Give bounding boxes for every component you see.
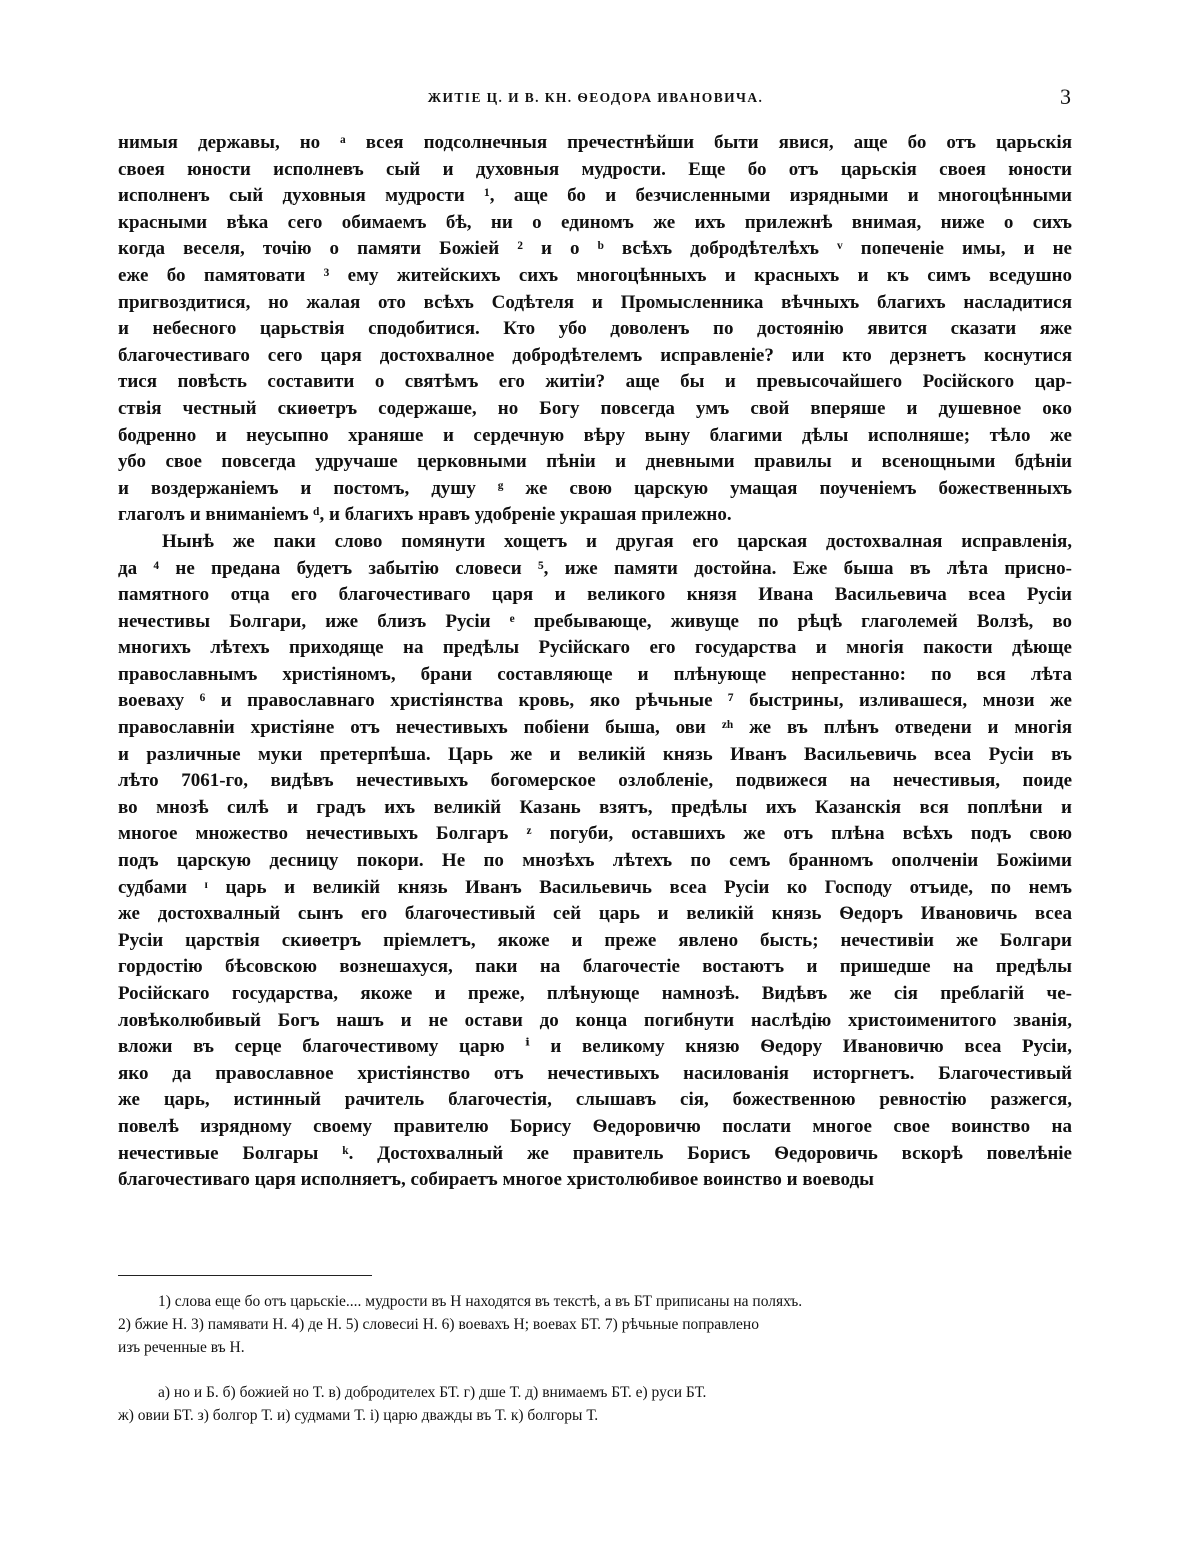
text-line: православнымъ христіяномъ, брани составляюще и плѣнующе непрестанно: по вся лѣта — [118, 663, 1072, 685]
paragraph-1 — [118, 130, 1072, 529]
text-line: вложи въ серце благочестивому царю ⁱ и великому князю Ѳедору Ивановичю всеа Русіи, — [118, 1036, 1072, 1058]
footnote-line: 2) бжие Н. 3) памявати Н. 4) де Н. 5) словесиі Н. 6) воевахъ Н; воевах БТ. 7) рѣчьные поправлено — [118, 1316, 759, 1333]
text-line: православніи христіяне отъ нечестивыхъ побіени быша, ови ᶻʰ же въ плѣнъ отведени и многія — [118, 717, 1072, 739]
footnote-line: ж) овии БТ. з) болгор Т. и) судмами Т. і) царю дважды въ Т. к) болгоры Т. — [118, 1407, 599, 1424]
text-line: лѣто 7061-го, видѣвъ нечестивыхъ богомерское озлобленіе, подвижеся на нечестивыя, поиде — [118, 770, 1072, 792]
text-line: повелѣ изрядному своему правителю Борису Ѳедоровичю послати многое свое воинство на — [118, 1115, 1072, 1137]
paragraph-2 — [118, 529, 1072, 1194]
text-line: судбами ᶦ царь и великій князь Иванъ Васильевичь всеа Русіи ко Господу отъиде, по немъ — [118, 876, 1072, 898]
text-line: и небесного царьствія сподобитися. Кто убо доволенъ по достоянію явится сказати яже — [118, 318, 1072, 340]
text-line: и воздержаніемъ и постомъ, душу ᵍ же свою царскую умащая поученіемъ божественныхъ — [118, 477, 1072, 499]
page-number: 3 — [1060, 84, 1071, 109]
page-header — [118, 84, 1073, 114]
text-line: многое множество нечестивыхъ Болгаръ ᶻ погуби, оставшихъ же отъ плѣна всѣхъ подъ свою — [118, 823, 1072, 845]
text-line: нечестивы Болгари, иже близъ Русіи ᵉ пребывающе, живуще по рѣцѣ глаголемей Волзѣ, во — [118, 610, 1072, 632]
text-line: памятного отца его благочестиваго царя и великого князя Ивана Васильевича всеа Русіи — [118, 584, 1072, 606]
text-line: тися повѣсть составити о святѣмъ его житіи? аще бы и превысочайшего Російского цар- — [118, 371, 1072, 393]
footnote-line: а) но и Б. б) божией но Т. в) добродителех БТ. г) дше Т. д) внимаемъ БТ. е) руси БТ. — [158, 1384, 707, 1401]
text-line: бодренно и неусыпно храняше и сердечную вѣру выну благими дѣлы исполняше; тѣло же — [118, 424, 1072, 446]
text-line: гордостію бѣсовскою вознешахуся, паки на благочестіе востаютъ и пришедше на предѣлы — [118, 956, 1072, 978]
footnote-line: изъ реченные въ Н. — [118, 1339, 245, 1356]
running-title: ЖИТІЕ Ц. И В. КН. ѲЕОДОРА ИВАНОВИЧА. — [427, 90, 764, 105]
text-line: красными вѣка сего обимаемъ бѣ, ни о единомъ же ихъ прилежнѣ внимая, ниже о сихъ — [118, 211, 1072, 233]
text-line: ловѣколюбивый Богъ нашъ и не остави до конца погибнути наслѣдію христоименитого званія, — [118, 1009, 1072, 1031]
text-line: нечестивые Болгары ᵏ. Достохвалный же правитель Борисъ Ѳедоровичь вскорѣ повелѣніе — [118, 1142, 1072, 1164]
text-line: Російскаго государства, якоже и преже, плѣнующе намнозѣ. Видѣвъ же сія преблагій че- — [118, 983, 1072, 1004]
text-line: благочестиваго царя исполняетъ, собираетъ многое христолюбивое воинство и воеводы — [118, 1169, 874, 1191]
text-line: во мнозѣ силѣ и градъ ихъ великій Казань взятъ, предѣлы ихъ Казанскія вся поплѣни и — [118, 796, 1072, 818]
text-line: Русіи царствія скиѳетръ пріемлетъ, якоже и преже явлено бысть; нечестивіи же Болгари — [118, 929, 1072, 951]
text-line: Нынѣ же паки слово помянути хощетъ и другая его царская достохвалная исправленія, — [162, 530, 1072, 552]
text-line: ствія честный скиѳетръ содержаше, но Богу повсегда умъ свой вперяше и душевное око — [118, 397, 1072, 419]
text-line: да ⁴ не предана будетъ забытію словеси ⁵, иже памяти достойна. Еже быша въ лѣта присно- — [118, 557, 1072, 579]
lettered-footnotes — [118, 1381, 1072, 1427]
text-line: многихъ лѣтехъ приходяще на предѣлы Русійскаго его государства и многія пакости дѣюще — [118, 637, 1072, 659]
text-line: же достохвалный сынъ его благочестивый сей царь и великій князь Ѳедоръ Ивановичь всеа — [118, 903, 1072, 925]
main-text — [118, 130, 1072, 1194]
text-line: яко да православное христіянство отъ нечестивыхъ насилованія исторгнетъ. Благочестивый — [118, 1062, 1072, 1084]
text-line: еже бо памятовати ³ ему житейскихъ сихъ многоцѣнныхъ и красныхъ и къ симъ вседушно — [118, 264, 1072, 286]
footnotes — [118, 1290, 1072, 1427]
numbered-footnotes — [118, 1290, 1072, 1359]
text-line: же царь, истинный рачитель благочестія, слышавъ сія, божественною ревностію разжегся, — [118, 1089, 1072, 1111]
text-line: и различные муки претерпѣша. Царь же и великій князь Иванъ Васильевичь всеа Русіи въ — [118, 743, 1072, 765]
text-line: исполненъ сый духовныя мудрости ¹, аще бо и безчисленными изрядными и многоцѣнными — [118, 185, 1072, 207]
footnote-line: 1) слова еще бо отъ царьскіе.... мудрости въ Н находятся въ текстѣ, а въ БТ приписаны на поляхъ. — [158, 1293, 803, 1310]
text-line: воеваху ⁶ и православнаго христіянства кровь, яко рѣчьные ⁷ быстрины, изливашеся, мнози же — [118, 690, 1072, 712]
text-line: когда веселя, точію о памяти Божіей ² и о ᵇ всѣхъ добродѣтелѣхъ ᵛ попеченіе имы, и не — [118, 238, 1072, 260]
text-line: пригвоздитися, но жалая ото всѣхъ Содѣтеля и Промысленника вѣчныхъ благихъ насладитися — [118, 291, 1072, 313]
text-line: подъ царскую десницу покори. Не по мнозѣхъ лѣтехъ по семъ бранномъ ополченіи Божіими — [118, 850, 1072, 872]
footnote-divider — [118, 1275, 372, 1276]
text-line: убо свое повсегда удручаше церковными пѣніи и дневными правилы и всенощными бдѣніи — [118, 451, 1072, 473]
text-line: нимыя державы, но ᵃ всея подсолнечныя пречестнѣйши быти явися, аще бо отъ царьскія — [118, 132, 1072, 153]
text-line: своея юности исполневъ сый и духовныя мудрости. Еще бо отъ царьскія своея юности — [118, 158, 1072, 180]
text-line: благочестиваго сего царя достохвалное добродѣтелемъ исправленіе? или кто дерзнетъ коснутися — [118, 344, 1072, 366]
text-line: глаголъ и вниманіемъ ᵈ, и благихъ нравъ удобреніе украшая прилежно. — [118, 504, 732, 526]
